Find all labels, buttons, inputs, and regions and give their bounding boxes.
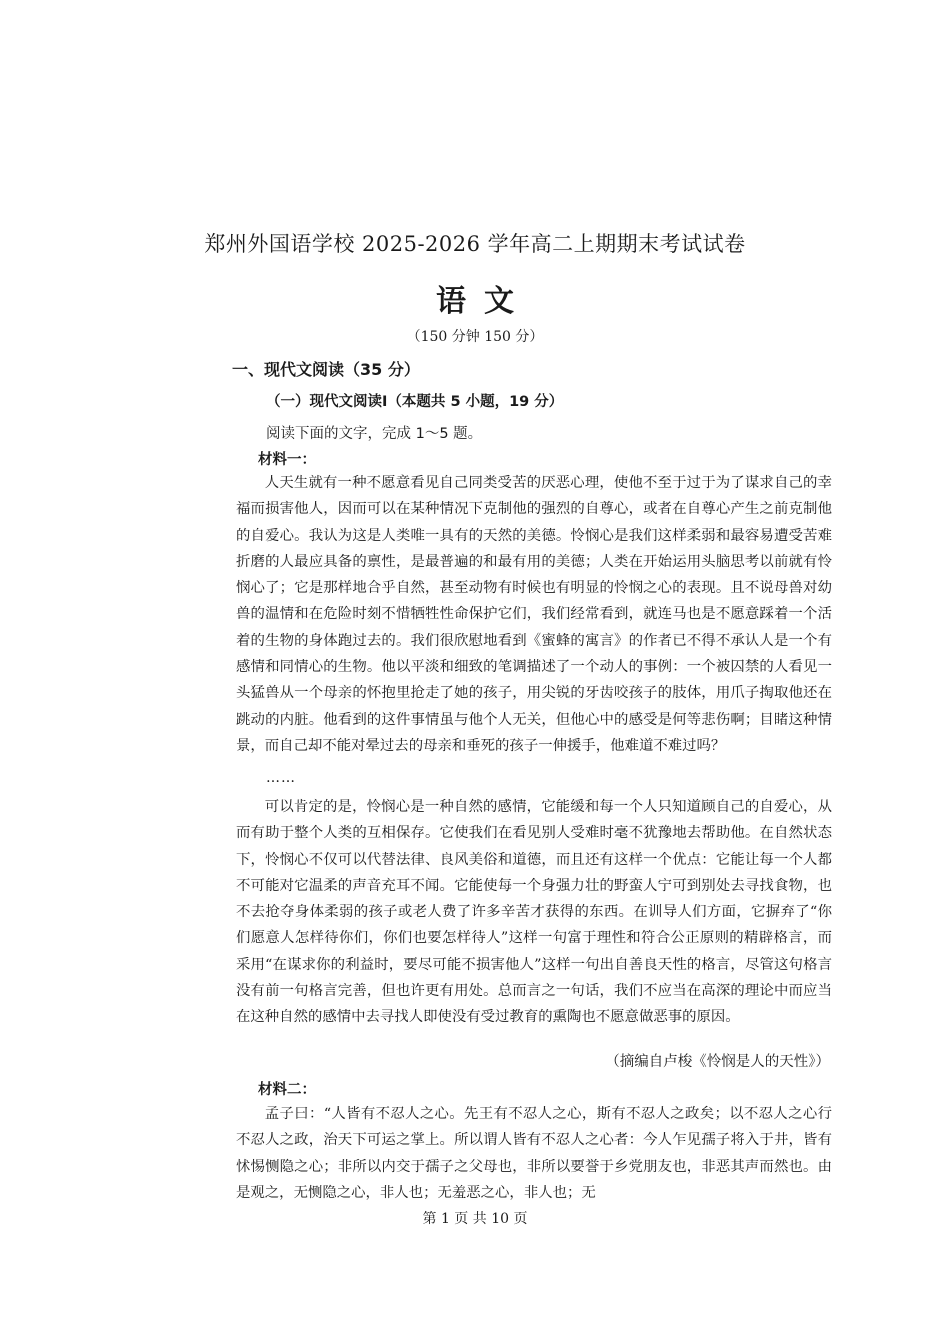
material-one-paragraph-2: 可以肯定的是，怜悯心是一种自然的感情，它能缓和每一个人只知道顾自己的自爱心，从而有助于整个人类的互相保存。它使我们在看见别人受难时毫不犹豫地去帮助他。在自然状态下，怜悯心不仅可以代替法律、良风美俗和道德，而且还有这样一个优点：它能让每一个人都不可能对它温柔的声音充耳不闻。它能使每一个身强力壮的野蛮人宁可到别处去寻找食物，也不去抢夺身体柔弱的孩子或老人费了许多辛苦才获得的东西。在训导人们方面，它摒弃了“你们愿意人怎样待你们，你们也要怎样待人”这样一句富于理性和符合公正原则的精辟格言，而采用“在谋求你的利益时，要尽可能不损害他人”这样一句出自善良天性的格言，尽管这句格言没有前一句格言完善，但也许更有用处。总而言之一句话，我们不应当在高深的理论中而应当在这种自然的感情中去寻找人即使没有受过教育的熏陶也不愿意做恶事的原因。 <box>236 799 832 1026</box>
section-title: 一、现代文阅读（35 分） <box>232 360 420 379</box>
sub-section-title: （一）现代文阅读Ⅰ（本题共 5 小题，19 分） <box>266 394 564 410</box>
material-two-label: 材料二： <box>258 1082 316 1098</box>
page-footer: 第 1 页 共 10 页 <box>422 1211 528 1227</box>
exam-header: 郑州外国语学校 2025-2026 学年高二上期期末考试试卷 <box>204 232 746 256</box>
exam-duration: （150 分钟 150 分） <box>406 329 544 345</box>
material-one-source: （摘编自卢梭《怜悯是人的天性》） <box>605 1054 830 1070</box>
material-one-paragraph-1: 人天生就有一种不愿意看见自己同类受苦的厌恶心理，使他不至于过于为了谋求自己的幸福而损害他人，因而可以在某种情况下克制他的强烈的自尊心，或者在自尊心产生之前克制他的自爱心。我认为这是人类唯一具有的天然的美德。怜悯心是我们这样柔弱和最容易遭受苦难折磨的人最应具备的禀性，是最普遍的和最有用的美德；人类在开始运用头脑思考以前就有怜悯心了；它是那样地合乎自然，甚至动物有时候也有明显的怜悯之心的表现。且不说母兽对幼兽的温情和在危险时刻不惜牺牲性命保护它们，我们经常看到，就连马也是不愿意踩着一个活着的生物的身体跑过去的。我们很欣慰地看到《蜜蜂的寓言》的作者已不得不承认人是一个有感情和同情心的生物。他以平淡和细致的笔调描述了一个动人的事例：一个被囚禁的人看见一头猛兽从一个母亲的怀抱里抢走了她的孩子，用尖锐的牙齿咬孩子的肢体，用爪子掏取他还在跳动的内脏。他看到的这件事情虽与他个人无关，但他心中的感受是何等悲伤啊；目睹这种情景，而自己却不能对晕过去的母亲和垂死的孩子一伸援手，他难道不难过吗？ <box>236 475 832 754</box>
omission-ellipsis: …… <box>266 770 296 786</box>
reading-instruction: 阅读下面的文字，完成 1～5 题。 <box>266 426 483 442</box>
material-one-label: 材料一： <box>258 452 316 468</box>
subject-title: 语文 <box>436 284 532 319</box>
material-two-paragraph-1: 孟子曰：“人皆有不忍人之心。先王有不忍人之心，斯有不忍人之政矣；以不忍人之心行不忍人之政，治天下可运之掌上。所以谓人皆有不忍人之心者：今人乍见孺子将入于井，皆有怵惕恻隐之心；非所以内交于孺子之父母也，非所以要誉于乡党朋友也，非恶其声而然也。由是观之，无恻隐之心，非人也；无羞恶之心，非人也；无 <box>236 1106 832 1201</box>
